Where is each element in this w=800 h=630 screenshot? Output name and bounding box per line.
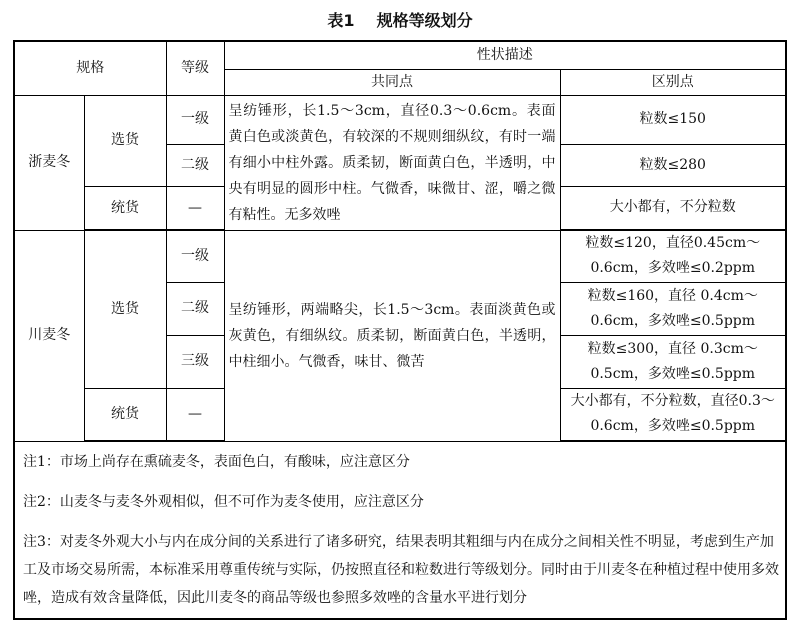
zhe-common: 呈纺锤形，长1.5～3cm，直径0.3～0.6cm。表面黄白色或淡黄色，有较深的不规则细纵纹，有时一端有细小中柱外露。质柔韧，断面黄白色，半透明，中央有明显的圆形中柱。气微香，味微甘、涩，嚼之微有粘性。无多效唑 — [224, 95, 560, 230]
chuan-grade-2: 二级 — [166, 282, 224, 335]
header-row-1 — [14, 41, 786, 69]
zhe-diff-2: 粒数≤280 — [560, 144, 786, 186]
table-caption: 规格等级划分 — [376, 11, 473, 30]
zhe-bulk-grade: — — [166, 186, 224, 230]
table-row — [14, 230, 786, 282]
header-difference: 区别点 — [560, 69, 786, 95]
chuan-grade-1: 一级 — [166, 230, 224, 282]
header-traits: 性状描述 — [224, 41, 786, 69]
chuan-bulk-label: 统货 — [84, 388, 166, 441]
chuan-common: 呈纺锤形，两端略尖，长1.5～3cm。表面淡黄色或灰黄色，有细纵纹。质柔韧，断面黄白色，半透明，中柱细小。气微香，味甘、微苦 — [224, 230, 560, 441]
note-2: 注2：山麦冬与麦冬外观相似，但不可作为麦冬使用，应注意区分 — [23, 494, 424, 510]
chuan-name: 川麦冬 — [14, 230, 84, 441]
zhe-name: 浙麦冬 — [14, 95, 84, 230]
header-grade: 等级 — [166, 41, 224, 95]
chuan-bulk-grade: — — [166, 388, 224, 441]
notes-row — [14, 441, 786, 619]
zhe-diff-1: 粒数≤150 — [560, 95, 786, 144]
chuan-diff-1: 粒数≤120，直径0.45cm～0.6cm，多效唑≤0.2ppm — [560, 230, 786, 282]
chuan-diff-bulk: 大小都有，不分粒数，直径0.3～0.6cm，多效唑≤0.5ppm — [560, 388, 786, 441]
table-number: 表1 — [327, 11, 355, 30]
chuan-diff-3: 粒数≤300，直径 0.3cm～0.5cm，多效唑≤0.5ppm — [560, 335, 786, 388]
table-row — [14, 95, 786, 144]
header-common: 共同点 — [224, 69, 560, 95]
chuan-diff-2: 粒数≤160，直径 0.4cm～0.6cm，多效唑≤0.5ppm — [560, 282, 786, 335]
zhe-select-label: 选货 — [84, 95, 166, 186]
chuan-grade-3: 三级 — [166, 335, 224, 388]
zhe-grade-1: 一级 — [166, 95, 224, 144]
zhe-bulk-label: 统货 — [84, 186, 166, 230]
zhe-diff-bulk: 大小都有，不分粒数 — [560, 186, 786, 230]
header-spec: 规格 — [14, 41, 166, 95]
notes-cell — [14, 441, 786, 619]
note-1: 注1：市场上尚存在熏硫麦冬，表面色白，有酸味，应注意区分 — [23, 454, 410, 470]
chuan-select-label: 选货 — [84, 230, 166, 388]
zhe-grade-2: 二级 — [166, 144, 224, 186]
note-3: 注3：对麦冬外观大小与内在成分间的关系进行了诸多研究，结果表明其粗细与内在成分之间相关性不明显，考虑到生产加工及市场交易所需，本标准采用尊重传统与实际，仍按照直径和粒数进行等级划分。同时由于川麦冬在种植过程中使用多效唑，造成有效含量降低，因此川麦冬的商品等级也参照多效唑的含量水平进行划分 — [23, 534, 779, 606]
grade-table — [13, 40, 787, 620]
table-title — [0, 8, 800, 31]
